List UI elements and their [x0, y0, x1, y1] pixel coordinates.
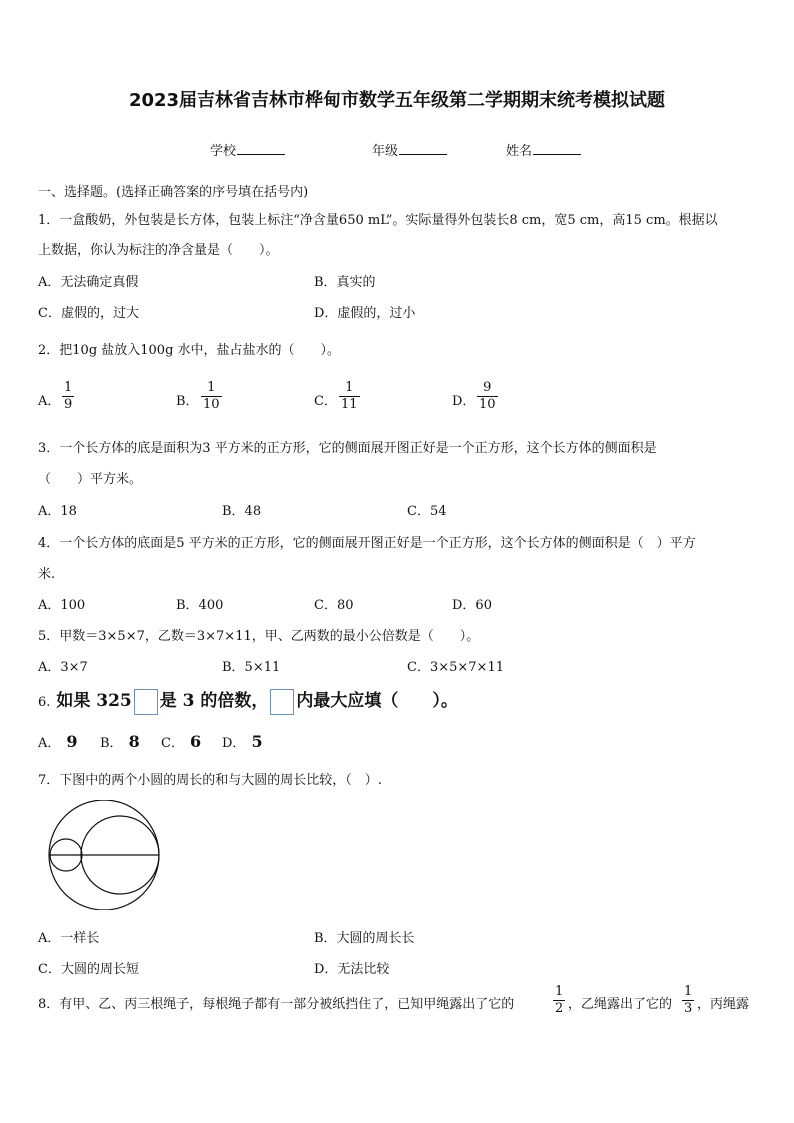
- q3-stem-line1: 3．一个长方体的底是面积为3 平方米的正方形，它的侧面展开图正好是一个正方形，这个长方体的侧面积是: [38, 441, 657, 456]
- q2-option-a-fraction: 1 9: [64, 380, 73, 412]
- q6-option-b: B． 8: [100, 732, 140, 751]
- q7-option-b: B．大圆的周长长: [314, 931, 415, 946]
- q5-option-b: B．5×11: [222, 660, 281, 675]
- q3-option-b: B．48: [222, 504, 262, 519]
- q7-option-d: D．无法比较: [314, 962, 390, 977]
- q1-option-c: C．虚假的，过大: [38, 306, 139, 321]
- q2-option-a-label: A．: [38, 394, 61, 409]
- q3-option-c: C．54: [407, 504, 447, 519]
- q1-stem-line2: 上数据，你认为标注的净含量是（ ）。: [38, 243, 279, 258]
- q1-option-b: B．真实的: [314, 275, 376, 290]
- q2-stem: 2．把10g 盐放入100g 水中，盐占盐水的（ ）。: [38, 343, 341, 358]
- grade-field: 年级: [372, 140, 447, 159]
- q8-stem-part1: 8．有甲、乙、丙三根绳子，每根绳子都有一部分被纸挡住了，已知甲绳露出了它的: [38, 997, 515, 1012]
- q4-option-c: C．80: [314, 598, 354, 613]
- q2-option-c-label: C．: [314, 394, 337, 409]
- q8-fraction-2: 1 3: [684, 984, 693, 1016]
- q4-stem-line2: 米.: [38, 567, 56, 582]
- q1-option-a: A．无法确定真假: [38, 275, 139, 290]
- q6-option-d: D． 5: [222, 732, 263, 751]
- q6-blank-box-1: [134, 689, 158, 715]
- name-field: 姓名: [506, 140, 581, 159]
- q5-stem: 5．甲数＝3×5×7，乙数＝3×7×11，甲、乙两数的最小公倍数是（ ）。: [38, 629, 480, 644]
- q3-stem-line2: （ ）平方米。: [38, 472, 143, 487]
- q4-option-a: A．100: [38, 598, 86, 613]
- page-title: 2023届吉林省吉林市桦甸市数学五年级第二学期期末统考模拟试题: [128, 90, 666, 111]
- q2-option-b-label: B．: [176, 394, 199, 409]
- q8-stem-part3: ，丙绳露: [697, 997, 750, 1012]
- q2-option-c-fraction: 1 11: [341, 380, 358, 412]
- q8-fraction-1: 1 2: [555, 984, 564, 1016]
- q8-stem-part2: ，乙绳露出了它的: [568, 997, 673, 1012]
- section-heading: 一、选择题。(选择正确答案的序号填在括号内): [38, 185, 309, 200]
- q2-option-b-fraction: 1 10: [203, 380, 220, 412]
- q2-option-d-fraction: 9 10: [479, 380, 496, 412]
- q2-option-d-label: D．: [452, 394, 476, 409]
- school-field: 学校: [210, 140, 285, 159]
- q5-option-a: A．3×7: [38, 660, 88, 675]
- q7-option-c: C．大圆的周长短: [38, 962, 139, 977]
- q1-option-d: D．虚假的，过小: [314, 306, 416, 321]
- q6-stem: 6. 如果 325 是 3 的倍数， 内最大应填（ ）。: [38, 686, 458, 715]
- q3-option-a: A．18: [38, 504, 77, 519]
- q6-option-a: A． 9: [38, 732, 78, 751]
- q4-option-b: B．400: [176, 598, 224, 613]
- q1-stem-line1: 1．一盒酸奶，外包装是长方体，包装上标注“净含量650 mL”。实际量得外包装长8 cm，宽5 cm，高15 cm。根据以: [38, 213, 718, 228]
- q7-stem: 7．下图中的两个小圆的周长的和与大圆的周长比较，（ ）.: [38, 773, 382, 788]
- circles-figure: [44, 800, 166, 910]
- q4-option-d: D．60: [452, 598, 492, 613]
- q7-option-a: A．一样长: [38, 931, 100, 946]
- q6-option-c: C． 6: [161, 732, 202, 751]
- q4-stem-line1: 4．一个长方体的底面是5 平方米的正方形，它的侧面展开图正好是一个正方形，这个长方体的侧面积是（ ）平方: [38, 536, 696, 551]
- q5-option-c: C．3×5×7×11: [407, 660, 504, 675]
- q6-blank-box-2: [270, 689, 294, 715]
